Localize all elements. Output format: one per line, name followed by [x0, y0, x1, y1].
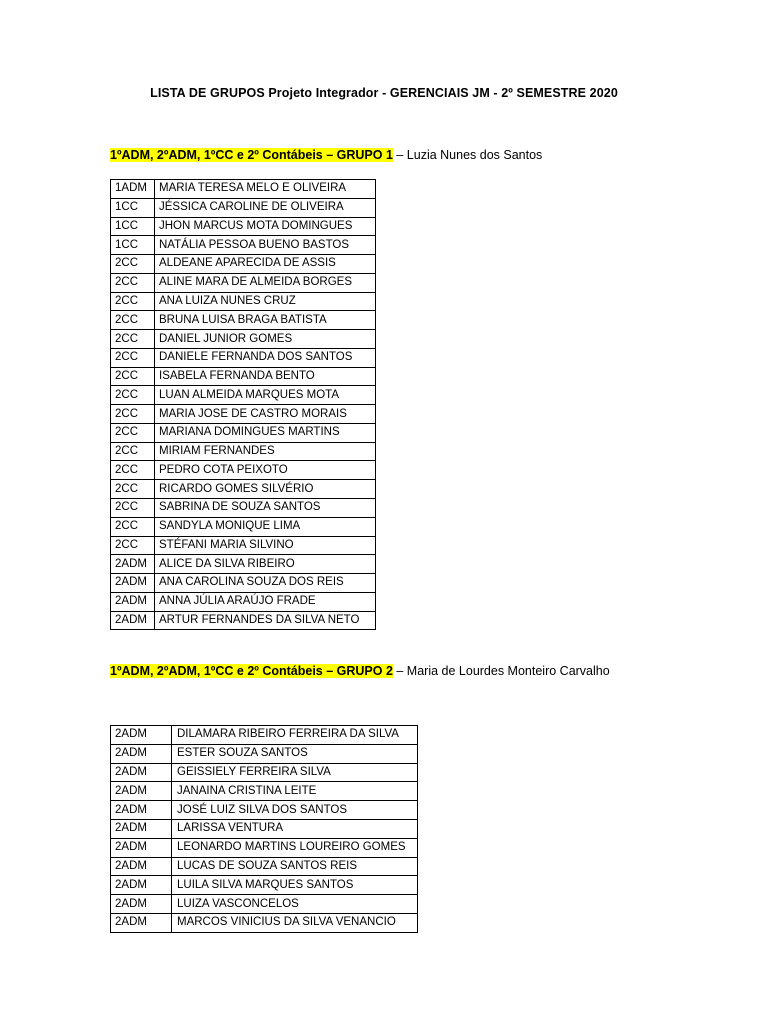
student-name-cell: JANAINA CRISTINA LEITE	[172, 782, 418, 801]
student-name-cell: SANDYLA MONIQUE LIMA	[155, 517, 376, 536]
table-row	[111, 536, 376, 555]
student-name-cell: NATÁLIA PESSOA BUENO BASTOS	[155, 236, 376, 255]
table-row	[111, 517, 376, 536]
student-name-cell: LUCAS DE SOUZA SANTOS REIS	[172, 857, 418, 876]
course-cell: 2ADM	[111, 838, 172, 857]
table-row	[111, 857, 418, 876]
course-cell: 2CC	[111, 536, 155, 555]
table-row	[111, 348, 376, 367]
course-cell: 2ADM	[111, 592, 155, 611]
student-name-cell: PEDRO COTA PEIXOTO	[155, 461, 376, 480]
student-name-cell: ANNA JÚLIA ARAÚJO FRADE	[155, 592, 376, 611]
table-row	[111, 273, 376, 292]
student-name-cell: MIRIAM FERNANDES	[155, 442, 376, 461]
course-cell: 2ADM	[111, 913, 172, 932]
table-row	[111, 782, 418, 801]
student-name-cell: STÉFANI MARIA SILVINO	[155, 536, 376, 555]
table-row	[111, 236, 376, 255]
table-row	[111, 555, 376, 574]
group-1-table	[110, 179, 376, 630]
table-row	[111, 180, 376, 199]
table-row	[111, 499, 376, 518]
table-row	[111, 895, 418, 914]
course-cell: 2CC	[111, 405, 155, 424]
group-2-leader: – Maria de Lourdes Monteiro Carvalho	[392, 664, 610, 678]
table-row	[111, 442, 376, 461]
course-cell: 2ADM	[111, 876, 172, 895]
course-cell: 2CC	[111, 311, 155, 330]
course-cell: 2ADM	[111, 744, 172, 763]
course-cell: 2CC	[111, 273, 155, 292]
table-row	[111, 386, 376, 405]
group-2-heading	[110, 664, 610, 678]
course-cell: 1ADM	[111, 180, 155, 199]
course-cell: 2ADM	[111, 782, 172, 801]
group-1-heading	[110, 148, 542, 162]
course-cell: 2ADM	[111, 726, 172, 745]
table-row	[111, 461, 376, 480]
course-cell: 1CC	[111, 217, 155, 236]
course-cell: 2ADM	[111, 555, 155, 574]
table-row	[111, 423, 376, 442]
table-row	[111, 405, 376, 424]
table-row	[111, 292, 376, 311]
student-name-cell: ARTUR FERNANDES DA SILVA NETO	[155, 611, 376, 630]
course-cell: 1CC	[111, 236, 155, 255]
table-row	[111, 801, 418, 820]
table-row	[111, 367, 376, 386]
student-name-cell: LUAN ALMEIDA MARQUES MOTA	[155, 386, 376, 405]
student-name-cell: ESTER SOUZA SANTOS	[172, 744, 418, 763]
course-cell: 2CC	[111, 480, 155, 499]
student-name-cell: JHON MARCUS MOTA DOMINGUES	[155, 217, 376, 236]
table-row	[111, 217, 376, 236]
group-2-table	[110, 725, 418, 933]
student-name-cell: MARCOS VINICIUS DA SILVA VENANCIO	[172, 913, 418, 932]
table-row	[111, 819, 418, 838]
course-cell: 2ADM	[111, 763, 172, 782]
course-cell: 2CC	[111, 499, 155, 518]
table-row	[111, 198, 376, 217]
group-1-leader: – Luzia Nunes dos Santos	[392, 148, 543, 162]
student-name-cell: DANIELE FERNANDA DOS SANTOS	[155, 348, 376, 367]
student-name-cell: DILAMARA RIBEIRO FERREIRA DA SILVA	[172, 726, 418, 745]
course-cell: 2ADM	[111, 801, 172, 820]
table-row	[111, 480, 376, 499]
course-cell: 2CC	[111, 330, 155, 349]
student-name-cell: JÉSSICA CAROLINE DE OLIVEIRA	[155, 198, 376, 217]
table-row	[111, 255, 376, 274]
course-cell: 2ADM	[111, 819, 172, 838]
student-name-cell: LEONARDO MARTINS LOUREIRO GOMES	[172, 838, 418, 857]
student-name-cell: ANA LUIZA NUNES CRUZ	[155, 292, 376, 311]
table-row	[111, 330, 376, 349]
course-cell: 2ADM	[111, 574, 155, 593]
course-cell: 2CC	[111, 348, 155, 367]
course-cell: 2CC	[111, 461, 155, 480]
table-row	[111, 876, 418, 895]
student-name-cell: LUIZA VASCONCELOS	[172, 895, 418, 914]
student-name-cell: ALDEANE APARECIDA DE ASSIS	[155, 255, 376, 274]
course-cell: 2CC	[111, 292, 155, 311]
student-name-cell: LUILA SILVA MARQUES SANTOS	[172, 876, 418, 895]
page-title: LISTA DE GRUPOS Projeto Integrador - GERENCIAIS JM - 2º SEMESTRE 2020	[150, 86, 618, 100]
course-cell: 2CC	[111, 367, 155, 386]
student-name-cell: ALINE MARA DE ALMEIDA BORGES	[155, 273, 376, 292]
student-name-cell: GEISSIELY FERREIRA SILVA	[172, 763, 418, 782]
course-cell: 2ADM	[111, 895, 172, 914]
student-name-cell: MARIA JOSE DE CASTRO MORAIS	[155, 405, 376, 424]
student-name-cell: BRUNA LUISA BRAGA BATISTA	[155, 311, 376, 330]
table-row	[111, 311, 376, 330]
course-cell: 2CC	[111, 517, 155, 536]
course-cell: 2CC	[111, 423, 155, 442]
table-row	[111, 913, 418, 932]
student-name-cell: MARIANA DOMINGUES MARTINS	[155, 423, 376, 442]
student-name-cell: RICARDO GOMES SILVÉRIO	[155, 480, 376, 499]
student-name-cell: MARIA TERESA MELO E OLIVEIRA	[155, 180, 376, 199]
table-row	[111, 592, 376, 611]
student-name-cell: JOSÉ LUIZ SILVA DOS SANTOS	[172, 801, 418, 820]
course-cell: 2CC	[111, 255, 155, 274]
table-row	[111, 726, 418, 745]
course-cell: 2CC	[111, 442, 155, 461]
table-row	[111, 838, 418, 857]
group-1-highlight: 1ºADM, 2ºADM, 1ºCC e 2º Contábeis – GRUPO 1	[110, 148, 393, 162]
student-name-cell: ANA CAROLINA SOUZA DOS REIS	[155, 574, 376, 593]
student-name-cell: LARISSA VENTURA	[172, 819, 418, 838]
table-row	[111, 744, 418, 763]
group-2-highlight: 1ºADM, 2ºADM, 1ºCC e 2º Contábeis – GRUPO 2	[110, 664, 393, 678]
course-cell: 2ADM	[111, 857, 172, 876]
course-cell: 2CC	[111, 386, 155, 405]
course-cell: 1CC	[111, 198, 155, 217]
student-name-cell: SABRINA DE SOUZA SANTOS	[155, 499, 376, 518]
course-cell: 2ADM	[111, 611, 155, 630]
student-name-cell: ISABELA FERNANDA BENTO	[155, 367, 376, 386]
student-name-cell: ALICE DA SILVA RIBEIRO	[155, 555, 376, 574]
student-name-cell: DANIEL JUNIOR GOMES	[155, 330, 376, 349]
table-row	[111, 763, 418, 782]
table-row	[111, 574, 376, 593]
table-row	[111, 611, 376, 630]
